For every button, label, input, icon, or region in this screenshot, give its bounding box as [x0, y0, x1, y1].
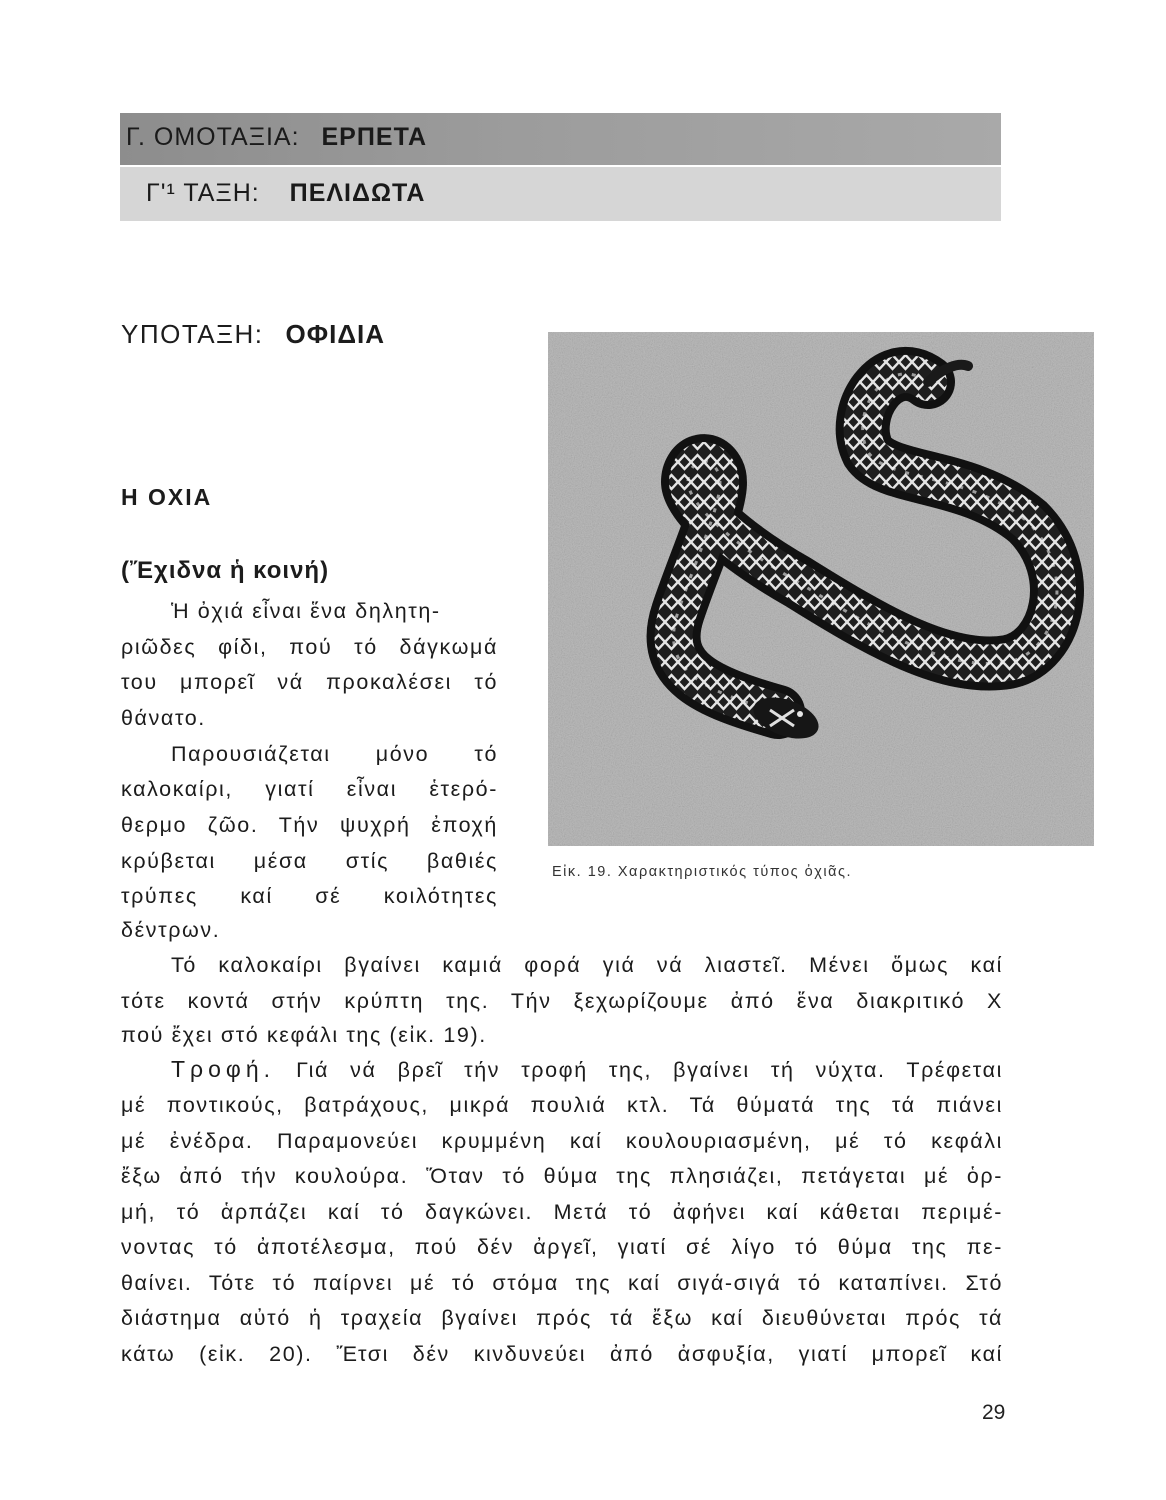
class-header [126, 123, 427, 152]
text-line: νοντας τό ἀποτέλεσμα, πού δέν ἀργεῖ, γιατί σέ λίγο τό θύμα της πε- [121, 1235, 1003, 1259]
figure-caption: Εἰκ. 19. Χαρακτηριστικός τύπος ὀχιᾶς. [552, 864, 852, 880]
text-line: κάτω (εἰκ. 20). Ἔτσι δέν κινδυνεύει ἀπό ἀσφυξία, γιατί μπορεῖ καί [121, 1342, 1003, 1366]
text-line: τρύπες καί σέ κοιλότητες [121, 884, 498, 908]
text-line: θάνατο. [121, 706, 206, 730]
order-header [146, 179, 426, 208]
text-line: δέντρων. [121, 918, 221, 942]
order-header-band [120, 167, 1001, 221]
text-line: μέ ποντικούς, βατράχους, μικρά πουλιά κτλ. Τά θύματά της τά πιάνει [121, 1093, 1003, 1117]
text-line: θαίνει. Τότε τό παίρνει μέ τό στόμα της καί σιγά-σιγά τό καταπίνει. Στό [121, 1271, 1003, 1295]
suborder-name: ΟΦΙΔΙΑ [285, 319, 386, 349]
text-line: ριῶδες φίδι, πού τό δάγκωμά [121, 635, 498, 659]
text-line: Τό καλοκαίρι βγαίνει καμιά φορά γιά νά λιαστεῖ. Μένει ὅμως καί [171, 953, 1003, 977]
text-line: μή, τό ἁρπάζει καί τό δαγκώνει. Μετά τό ἀφήνει καί κάθεται περιμέ- [121, 1200, 1003, 1224]
text-line: του μπορεῖ νά προκαλέσει τό [121, 670, 498, 694]
page-number: 29 [982, 1401, 1006, 1424]
text-line: Παρουσιάζεται μόνο τό [171, 742, 498, 766]
text-line: ἔξω ἀπό τήν κουλούρα. Ὅταν τό θύμα της πλησιάζει, πετάγεται μέ ὁρ- [121, 1164, 1003, 1188]
text-line: μέ ἐνέδρα. Παραμονεύει κρυμμένη καί κουλουριασμένη, μέ τό κεφάλι [121, 1129, 1003, 1153]
viper-illustration [548, 332, 1094, 846]
text-line: διάστημα αὐτό ἡ τραχεία βγαίνει πρός τά ἔξω καί διευθύνεται πρός τά [121, 1306, 1003, 1330]
text-line: καλοκαίρι, γιατί εἶναι ἑτερό- [121, 777, 498, 801]
suborder-prefix: ΥΠΟΤΑΞΗ: [121, 319, 264, 349]
text-line-trofi [121, 1054, 1003, 1085]
section-title: Η ΟΧΙΑ [121, 484, 213, 510]
section-subtitle: (Ἔχιδνα ἡ κοινή) [121, 557, 330, 584]
class-name: ΕΡΠΕΤΑ [321, 123, 428, 151]
text-line: Ἡ ὀχιά εἶναι ἕνα δηλητη- [171, 599, 441, 623]
class-prefix: Γ. ΟΜΟΤΑΞΙΑ: [126, 123, 300, 151]
suborder-heading [121, 319, 385, 350]
text-line: τότε κοντά στήν κρύπτη της. Τήν ξεχωρίζουμε ἀπό ἕνα διακριτικό Χ [121, 989, 1003, 1013]
trofi-word: Τροφή. [171, 1056, 276, 1082]
figure-image [548, 332, 1094, 846]
text-line: κρύβεται μέσα στίς βαθιές [121, 849, 498, 873]
class-header-band [120, 113, 1001, 165]
text-line: πού ἔχει στό κεφάλι της (εἰκ. 19). [121, 1023, 487, 1047]
order-name: ΠΕΛΙΔΩΤΑ [289, 179, 426, 207]
text-line: θερμο ζῶο. Τήν ψυχρή ἐποχή [121, 813, 498, 837]
order-prefix: Γ'¹ ΤΑΞΗ: [146, 179, 260, 207]
trofi-rest: Γιά νά βρεῖ τήν τροφή της, βγαίνει τή νύχτα. Τρέφεται [296, 1058, 1004, 1082]
